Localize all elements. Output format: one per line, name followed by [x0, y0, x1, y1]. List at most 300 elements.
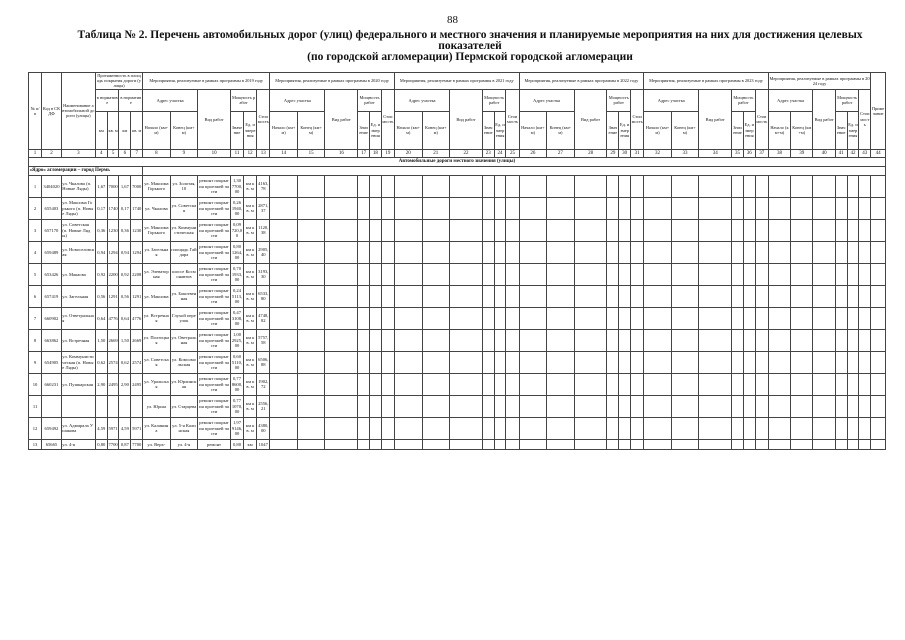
colnum: 25 — [506, 149, 519, 157]
empty-cell — [732, 395, 744, 417]
cell-len2: 1,67 — [119, 175, 131, 197]
cell-area2: 7000 — [131, 175, 143, 197]
empty-cell — [381, 395, 394, 417]
cell-code: 65665 — [42, 439, 62, 449]
cell-val: 0,70 1933,00 — [230, 263, 243, 285]
city-row-filler — [143, 166, 886, 175]
empty-cell — [755, 285, 768, 307]
table-row — [29, 285, 886, 307]
empty-cell — [813, 263, 835, 285]
empty-cell — [370, 439, 382, 449]
cell-area: 2200 — [107, 263, 119, 285]
empty-cell — [871, 329, 886, 351]
empty-cell — [482, 417, 494, 439]
unit-2019: Ед. измерения — [244, 111, 257, 149]
empty-cell — [813, 197, 835, 219]
cell-from: ул. Верх- — [143, 439, 171, 449]
empty-cell — [835, 307, 847, 329]
cell-n: 1 — [29, 175, 42, 197]
empty-cell — [574, 329, 607, 351]
empty-cell — [631, 417, 644, 439]
cell-cost: 2905,40 — [257, 241, 270, 263]
empty-cell — [519, 307, 547, 329]
empty-cell — [519, 197, 547, 219]
col-cost-2023: Стоимость — [755, 89, 768, 149]
value-2022: Значение — [607, 111, 619, 149]
col-cost-2020: Стоимость — [381, 89, 394, 149]
col-power-2020: Мощность работ — [358, 89, 382, 111]
empty-cell — [358, 307, 370, 329]
empty-cell — [859, 329, 871, 351]
empty-cell — [671, 439, 699, 449]
col-work-2024: Вид работ — [813, 89, 835, 149]
colnum: 36 — [743, 149, 755, 157]
empty-cell — [619, 417, 631, 439]
empty-cell — [519, 417, 547, 439]
empty-cell — [871, 417, 886, 439]
value-2019: Значение — [230, 111, 243, 149]
empty-cell — [270, 373, 298, 395]
cell-unit: км кв. м — [244, 395, 257, 417]
empty-cell — [370, 329, 382, 351]
cell-n: 11 — [29, 395, 42, 417]
cell-cost: 3193,30 — [257, 263, 270, 285]
colnum: 43 — [859, 149, 871, 157]
empty-cell — [871, 219, 886, 241]
empty-cell — [835, 329, 847, 351]
empty-cell — [450, 285, 483, 307]
colnum: 2 — [42, 149, 62, 157]
empty-cell — [699, 307, 732, 329]
empty-cell — [732, 285, 744, 307]
cell-area: 1740 — [107, 197, 119, 219]
cell-area2: 1291 — [131, 285, 143, 307]
empty-cell — [450, 263, 483, 285]
end-2024: Конец (км+м) — [791, 111, 813, 149]
cell-cost: 4163,78 — [257, 175, 270, 197]
empty-cell — [519, 395, 547, 417]
empty-cell — [506, 263, 519, 285]
colnum: 17 — [358, 149, 370, 157]
start-2020: Начало (км+м) — [270, 111, 298, 149]
empty-cell — [631, 329, 644, 351]
table-row — [29, 197, 886, 219]
empty-cell — [631, 285, 644, 307]
empty-cell — [859, 263, 871, 285]
empty-cell — [519, 263, 547, 285]
empty-cell — [671, 263, 699, 285]
empty-cell — [270, 351, 298, 373]
colnum: 24 — [494, 149, 506, 157]
col-power-2021: Мощность работ — [482, 89, 506, 111]
cell-from: ул. Калинина — [143, 417, 171, 439]
empty-cell — [871, 307, 886, 329]
empty-cell — [835, 395, 847, 417]
empty-cell — [607, 329, 619, 351]
empty-cell — [768, 263, 790, 285]
empty-cell — [547, 351, 575, 373]
colnum: 35 — [732, 149, 744, 157]
unit-2022: Ед. измерения — [619, 111, 631, 149]
empty-cell — [671, 175, 699, 197]
empty-cell — [847, 197, 859, 219]
end-2020: Конец (км+м) — [297, 111, 325, 149]
cell-len2: 0,17 — [119, 197, 131, 219]
empty-cell — [270, 329, 298, 351]
empty-cell — [755, 197, 768, 219]
end-2022: Конец (км+м) — [547, 111, 575, 149]
cell-len: 0,56 — [95, 285, 107, 307]
empty-cell — [607, 241, 619, 263]
colnum: 41 — [835, 149, 847, 157]
empty-cell — [547, 329, 575, 351]
col-address-2024: Адрес участка — [768, 89, 813, 111]
col-plan-2020: Мероприятия, реализуемые в рамках программы в 2020 году — [270, 73, 395, 90]
cell-cost: 1902,72 — [257, 373, 270, 395]
cell-work: ремонт покрытия проезжей части — [198, 373, 231, 395]
empty-cell — [450, 197, 483, 219]
cell-code: 657419 — [42, 285, 62, 307]
cell-len2: 0,56 — [119, 285, 131, 307]
empty-cell — [859, 395, 871, 417]
empty-cell — [297, 373, 325, 395]
cell-area2: 2669 — [131, 329, 143, 351]
empty-cell — [755, 373, 768, 395]
empty-cell — [574, 285, 607, 307]
empty-cell — [519, 373, 547, 395]
empty-cell — [370, 175, 382, 197]
empty-cell — [547, 439, 575, 449]
empty-cell — [644, 197, 672, 219]
col-work-2022: Вид работ — [574, 89, 607, 149]
cell-work: ремонт покрытия проезжей части — [198, 219, 231, 241]
empty-cell — [791, 307, 813, 329]
empty-cell — [547, 263, 575, 285]
empty-cell — [847, 241, 859, 263]
empty-cell — [743, 439, 755, 449]
empty-cell — [743, 329, 755, 351]
col-plan-2023: Мероприятия, реализуемые в рамках программы в 2023 году — [644, 73, 769, 90]
empty-cell — [450, 395, 483, 417]
table-row — [29, 439, 886, 449]
cell-name: ул. Советская (п. Новые Ляды) — [61, 219, 95, 241]
unit-2021: Ед. измерения — [494, 111, 506, 149]
empty-cell — [358, 197, 370, 219]
empty-cell — [671, 241, 699, 263]
empty-cell — [644, 285, 672, 307]
cell-n: 13 — [29, 439, 42, 449]
empty-cell — [607, 197, 619, 219]
empty-cell — [394, 417, 422, 439]
colnum: 19 — [381, 149, 394, 157]
cell-area: 4776 — [107, 307, 119, 329]
unit-m2-2: кв. м — [131, 111, 143, 149]
empty-cell — [422, 373, 450, 395]
empty-cell — [847, 263, 859, 285]
empty-cell — [270, 307, 298, 329]
col-road-name: Наименование автомобильной дороги (улицы) — [61, 73, 95, 150]
empty-cell — [835, 175, 847, 197]
col-cost-2022: Стоимость — [631, 89, 644, 149]
empty-cell — [547, 197, 575, 219]
empty-cell — [871, 241, 886, 263]
empty-cell — [494, 175, 506, 197]
empty-cell — [519, 329, 547, 351]
colnum: 10 — [198, 149, 231, 157]
empty-cell — [644, 395, 672, 417]
cell-n: 5 — [29, 263, 42, 285]
empty-cell — [847, 439, 859, 449]
cell-code: 660231 — [42, 373, 62, 395]
section-title: Автомобильные дороги местного значения (улицы) — [29, 157, 886, 166]
cell-code — [42, 395, 62, 417]
empty-cell — [743, 373, 755, 395]
empty-cell — [494, 417, 506, 439]
colnum: 29 — [607, 149, 619, 157]
empty-cell — [519, 241, 547, 263]
empty-cell — [671, 417, 699, 439]
empty-cell — [482, 351, 494, 373]
cell-len2: 4,59 — [119, 417, 131, 439]
empty-cell — [791, 175, 813, 197]
cell-code: 659492 — [42, 417, 62, 439]
empty-cell — [755, 395, 768, 417]
unit-2024: Ед. измерения — [847, 111, 859, 149]
empty-cell — [506, 417, 519, 439]
empty-cell — [494, 197, 506, 219]
empty-cell — [394, 263, 422, 285]
empty-cell — [381, 417, 394, 439]
cell-len: 0,80 — [95, 439, 107, 449]
empty-cell — [325, 197, 358, 219]
col-cost-2021: Стоимость — [506, 89, 519, 149]
col-work-2020: Вид работ — [325, 89, 358, 149]
colnum: 11 — [230, 149, 243, 157]
empty-cell — [644, 307, 672, 329]
cell-n: 7 — [29, 307, 42, 329]
title-line-2: (по городской агломерации) Пермской городской агломерации — [307, 51, 633, 63]
cell-val: 0,60 5110,00 — [230, 351, 243, 373]
cell-to: ул. Советская — [170, 197, 198, 219]
empty-cell — [381, 351, 394, 373]
page-title — [60, 30, 880, 63]
empty-cell — [859, 285, 871, 307]
colnum: 34 — [699, 149, 732, 157]
cell-n: 6 — [29, 285, 42, 307]
empty-cell — [297, 439, 325, 449]
empty-cell — [547, 241, 575, 263]
empty-cell — [506, 175, 519, 197]
colnum: 5 — [107, 149, 119, 157]
cell-name: ул. Ответральная — [61, 307, 95, 329]
empty-cell — [358, 241, 370, 263]
column-number-row — [29, 149, 886, 157]
cell-to: ул. Коммунистическая — [170, 219, 198, 241]
empty-cell — [813, 285, 835, 307]
empty-cell — [394, 373, 422, 395]
empty-cell — [699, 351, 732, 373]
empty-cell — [422, 439, 450, 449]
colnum: 33 — [671, 149, 699, 157]
empty-cell — [297, 263, 325, 285]
cell-code: 3404020 — [42, 175, 62, 197]
cell-area2: 2574 — [131, 351, 143, 373]
cell-n: 2 — [29, 197, 42, 219]
empty-cell — [813, 241, 835, 263]
empty-cell — [743, 351, 755, 373]
header-row-1 — [29, 73, 886, 90]
cell-val: 1,97 9146,00 — [230, 417, 243, 439]
empty-cell — [370, 241, 382, 263]
empty-cell — [813, 373, 835, 395]
colnum: 42 — [847, 149, 859, 157]
empty-cell — [847, 175, 859, 197]
cell-len2: 0,94 — [119, 241, 131, 263]
empty-cell — [732, 307, 744, 329]
empty-cell — [871, 351, 886, 373]
empty-cell — [631, 175, 644, 197]
cell-cost: 2556,21 — [257, 395, 270, 417]
empty-cell — [519, 439, 547, 449]
cell-len: 4,59 — [95, 417, 107, 439]
empty-cell — [671, 329, 699, 351]
empty-cell — [574, 351, 607, 373]
empty-cell — [755, 439, 768, 449]
cell-cost: 6506,88 — [257, 351, 270, 373]
empty-cell — [422, 395, 450, 417]
empty-cell — [859, 307, 871, 329]
empty-cell — [743, 417, 755, 439]
empty-cell — [619, 351, 631, 373]
empty-cell — [607, 285, 619, 307]
cell-from: ул. Уральская — [143, 373, 171, 395]
empty-cell — [699, 197, 732, 219]
table-row — [29, 263, 886, 285]
empty-cell — [574, 307, 607, 329]
empty-cell — [813, 219, 835, 241]
empty-cell — [732, 417, 744, 439]
empty-cell — [732, 263, 744, 285]
empty-cell — [297, 197, 325, 219]
empty-cell — [871, 263, 886, 285]
empty-cell — [297, 329, 325, 351]
cell-unit: км — [244, 439, 257, 449]
empty-cell — [813, 439, 835, 449]
empty-cell — [859, 175, 871, 197]
col-work-2019: Вид работ — [198, 89, 231, 149]
empty-cell — [835, 439, 847, 449]
empty-cell — [644, 241, 672, 263]
empty-cell — [381, 307, 394, 329]
empty-cell — [768, 373, 790, 395]
empty-cell — [574, 395, 607, 417]
empty-cell — [381, 373, 394, 395]
empty-cell — [358, 373, 370, 395]
empty-cell — [506, 439, 519, 449]
empty-cell — [847, 307, 859, 329]
empty-cell — [768, 417, 790, 439]
empty-cell — [871, 175, 886, 197]
empty-cell — [768, 285, 790, 307]
cell-name: ул. Новоселовская — [61, 241, 95, 263]
cell-to: ул. Старцева — [170, 395, 198, 417]
empty-cell — [619, 241, 631, 263]
empty-cell — [358, 175, 370, 197]
empty-cell — [482, 175, 494, 197]
cell-name: ул. Адмирала Ушакова — [61, 417, 95, 439]
empty-cell — [494, 373, 506, 395]
colnum: 32 — [644, 149, 672, 157]
empty-cell — [768, 329, 790, 351]
empty-cell — [791, 219, 813, 241]
colnum: 14 — [270, 149, 298, 157]
end-2023: Конец (км+м) — [671, 111, 699, 149]
empty-cell — [519, 175, 547, 197]
empty-cell — [699, 417, 732, 439]
empty-cell — [297, 417, 325, 439]
start-2022: Начало (км+м) — [519, 111, 547, 149]
empty-cell — [519, 351, 547, 373]
empty-cell — [835, 219, 847, 241]
empty-cell — [791, 395, 813, 417]
cell-area2: 2495 — [131, 373, 143, 395]
empty-cell — [671, 197, 699, 219]
cell-unit: км кв. м — [244, 263, 257, 285]
start-2021: Начало (км+м) — [394, 111, 422, 149]
empty-cell — [506, 241, 519, 263]
cell-from: ул. Элеваторная — [143, 263, 171, 285]
empty-cell — [270, 197, 298, 219]
empty-cell — [325, 439, 358, 449]
empty-cell — [859, 373, 871, 395]
empty-cell — [835, 263, 847, 285]
empty-cell — [607, 219, 619, 241]
cell-val: 0,09 720,00 — [230, 219, 243, 241]
empty-cell — [325, 219, 358, 241]
empty-cell — [791, 197, 813, 219]
empty-cell — [370, 395, 382, 417]
empty-cell — [699, 263, 732, 285]
empty-cell — [381, 219, 394, 241]
empty-cell — [847, 373, 859, 395]
cell-from: ул. Максима Горького — [143, 175, 171, 197]
colnum: 8 — [143, 149, 171, 157]
cell-from: ул. Юрша — [143, 395, 171, 417]
empty-cell — [671, 307, 699, 329]
empty-cell — [631, 395, 644, 417]
cell-name: ул. Загельная — [61, 285, 95, 307]
cell-len2 — [119, 395, 131, 417]
empty-cell — [574, 263, 607, 285]
col-work-2023: Вид работ — [699, 89, 732, 149]
empty-cell — [768, 395, 790, 417]
cell-len2: 1,50 — [119, 329, 131, 351]
empty-cell — [381, 329, 394, 351]
cell-work: ремонт покрытия проезжей части — [198, 395, 231, 417]
cell-len2: 0,64 — [119, 307, 131, 329]
empty-cell — [631, 241, 644, 263]
col-power-2019: Мощность работ — [230, 89, 256, 111]
empty-cell — [607, 373, 619, 395]
empty-cell — [699, 285, 732, 307]
cell-name: ул. Встречная — [61, 329, 95, 351]
empty-cell — [619, 329, 631, 351]
empty-cell — [574, 219, 607, 241]
empty-cell — [506, 329, 519, 351]
colnum: 37 — [755, 149, 768, 157]
empty-cell — [699, 329, 732, 351]
empty-cell — [699, 241, 732, 263]
